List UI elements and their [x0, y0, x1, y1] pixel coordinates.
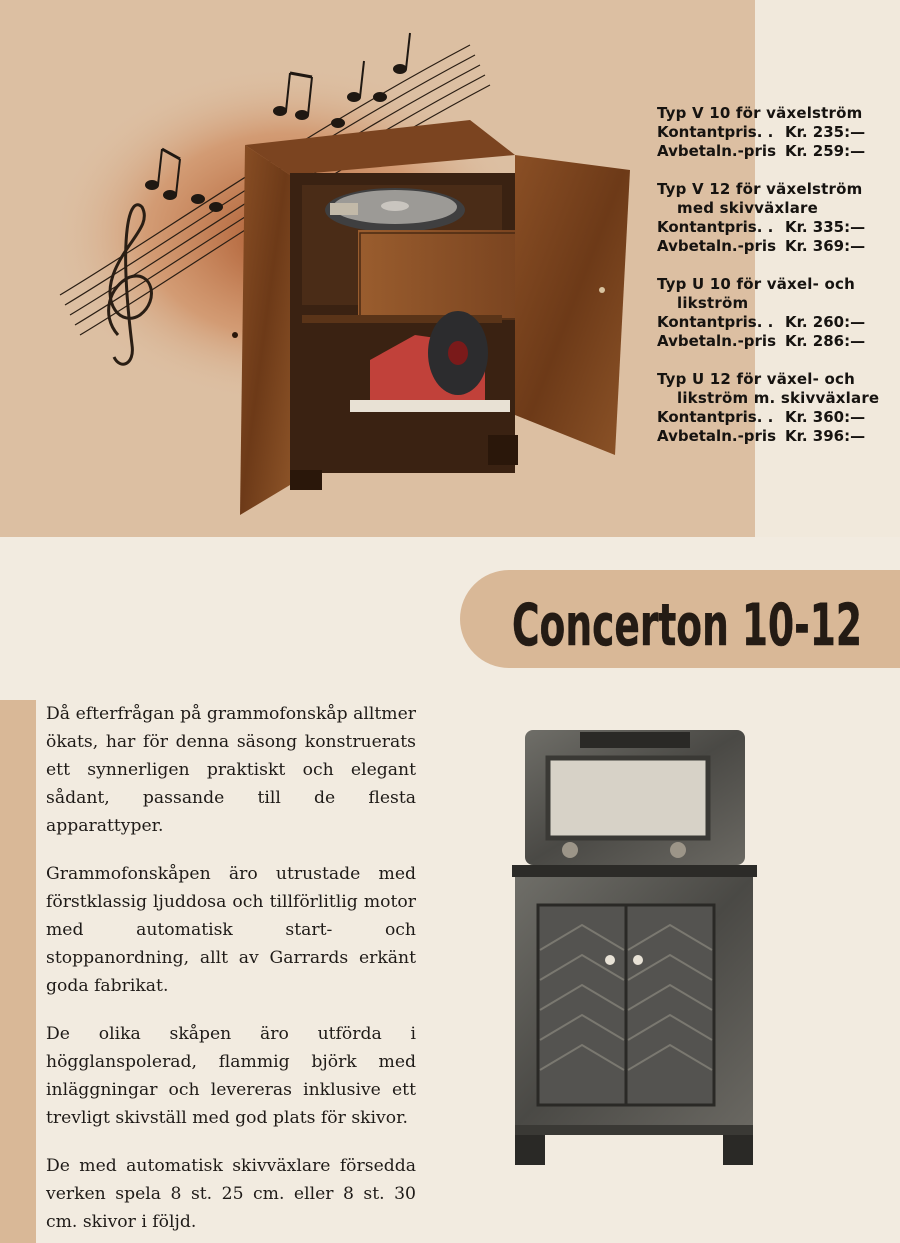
- installment-price-label: Avbetaln.-pris: [657, 332, 777, 350]
- installment-price-value: Kr. 369:—: [785, 237, 866, 255]
- installment-price-label: Avbetaln.-pris: [657, 142, 777, 160]
- brand-title: [512, 583, 872, 661]
- price-model-v12: [657, 180, 892, 256]
- cabinet: [232, 120, 630, 515]
- model-type-label: Typ V 12 för växelström: [657, 180, 863, 198]
- cash-price-row: [657, 123, 892, 142]
- paragraph: Grammofonskåpen äro utrustade med förstklassig ljuddosa och tillförlitlig motor med automatisk start- och stoppanordning, allt av Garrards erkänt goda fabrikat.: [46, 864, 416, 996]
- closed-cabinet-illustration: [500, 720, 770, 1180]
- installment-price-label: Avbetaln.-pris: [657, 427, 777, 445]
- installment-price-row: [657, 237, 892, 256]
- model-type-label: Typ V 10 för växelström: [657, 104, 863, 122]
- cash-price-value: Kr. 360:—: [785, 408, 866, 426]
- brand-title-text: Concerton 10-12: [512, 591, 862, 659]
- cash-price-label: Kontantpris. .: [657, 218, 774, 236]
- cash-price-label: Kontantpris. .: [657, 408, 774, 426]
- price-model-u10: [657, 275, 892, 351]
- cash-price-row: [657, 313, 892, 332]
- installment-price-row: [657, 142, 892, 161]
- model-type-label-continued: likström: [677, 294, 749, 312]
- installment-price-value: Kr. 259:—: [785, 142, 866, 160]
- price-model-v10: [657, 104, 892, 161]
- paragraph: Då efterfrågan på grammofonskåp alltmer ökats, har för denna säsong konstruerats ett synnerligen praktiskt och elegant sådant, passande till de flesta apparattyper.: [46, 704, 416, 836]
- paragraph: De olika skåpen äro utförda i högglanspolerad, flammig björk med inläggningar och levereras inklusive ett trevligt skivställ med god plats för skivor.: [46, 1024, 416, 1128]
- price-list: [657, 104, 892, 465]
- installment-price-row: [657, 427, 892, 446]
- installment-price-label: Avbetaln.-pris: [657, 237, 777, 255]
- price-model-u12: [657, 370, 892, 446]
- model-type-label-continued: med skivväxlare: [677, 199, 818, 217]
- paragraph: De med automatisk skivväxlare försedda verken spela 8 st. 25 cm. eller 8 st. 30 cm. skivor i följd.: [46, 1156, 416, 1232]
- cash-price-value: Kr. 235:—: [785, 123, 866, 141]
- cash-price-label: Kontantpris. .: [657, 313, 774, 331]
- installment-price-row: [657, 332, 892, 351]
- cash-price-row: [657, 408, 892, 427]
- model-type-label: Typ U 12 för växel- och: [657, 370, 855, 388]
- cash-price-row: [657, 218, 892, 237]
- open-cabinet-illustration: [40, 15, 640, 520]
- cash-price-label: Kontantpris. .: [657, 123, 774, 141]
- left-band: [0, 700, 36, 1243]
- cabinet-photo: [512, 730, 757, 1165]
- description-text: [46, 700, 416, 1243]
- installment-price-value: Kr. 396:—: [785, 427, 866, 445]
- cash-price-value: Kr. 260:—: [785, 313, 866, 331]
- model-type-label-continued: likström m. skivväxlare: [677, 389, 880, 407]
- model-type-label: Typ U 10 för växel- och: [657, 275, 855, 293]
- installment-price-value: Kr. 286:—: [785, 332, 866, 350]
- cash-price-value: Kr. 335:—: [785, 218, 866, 236]
